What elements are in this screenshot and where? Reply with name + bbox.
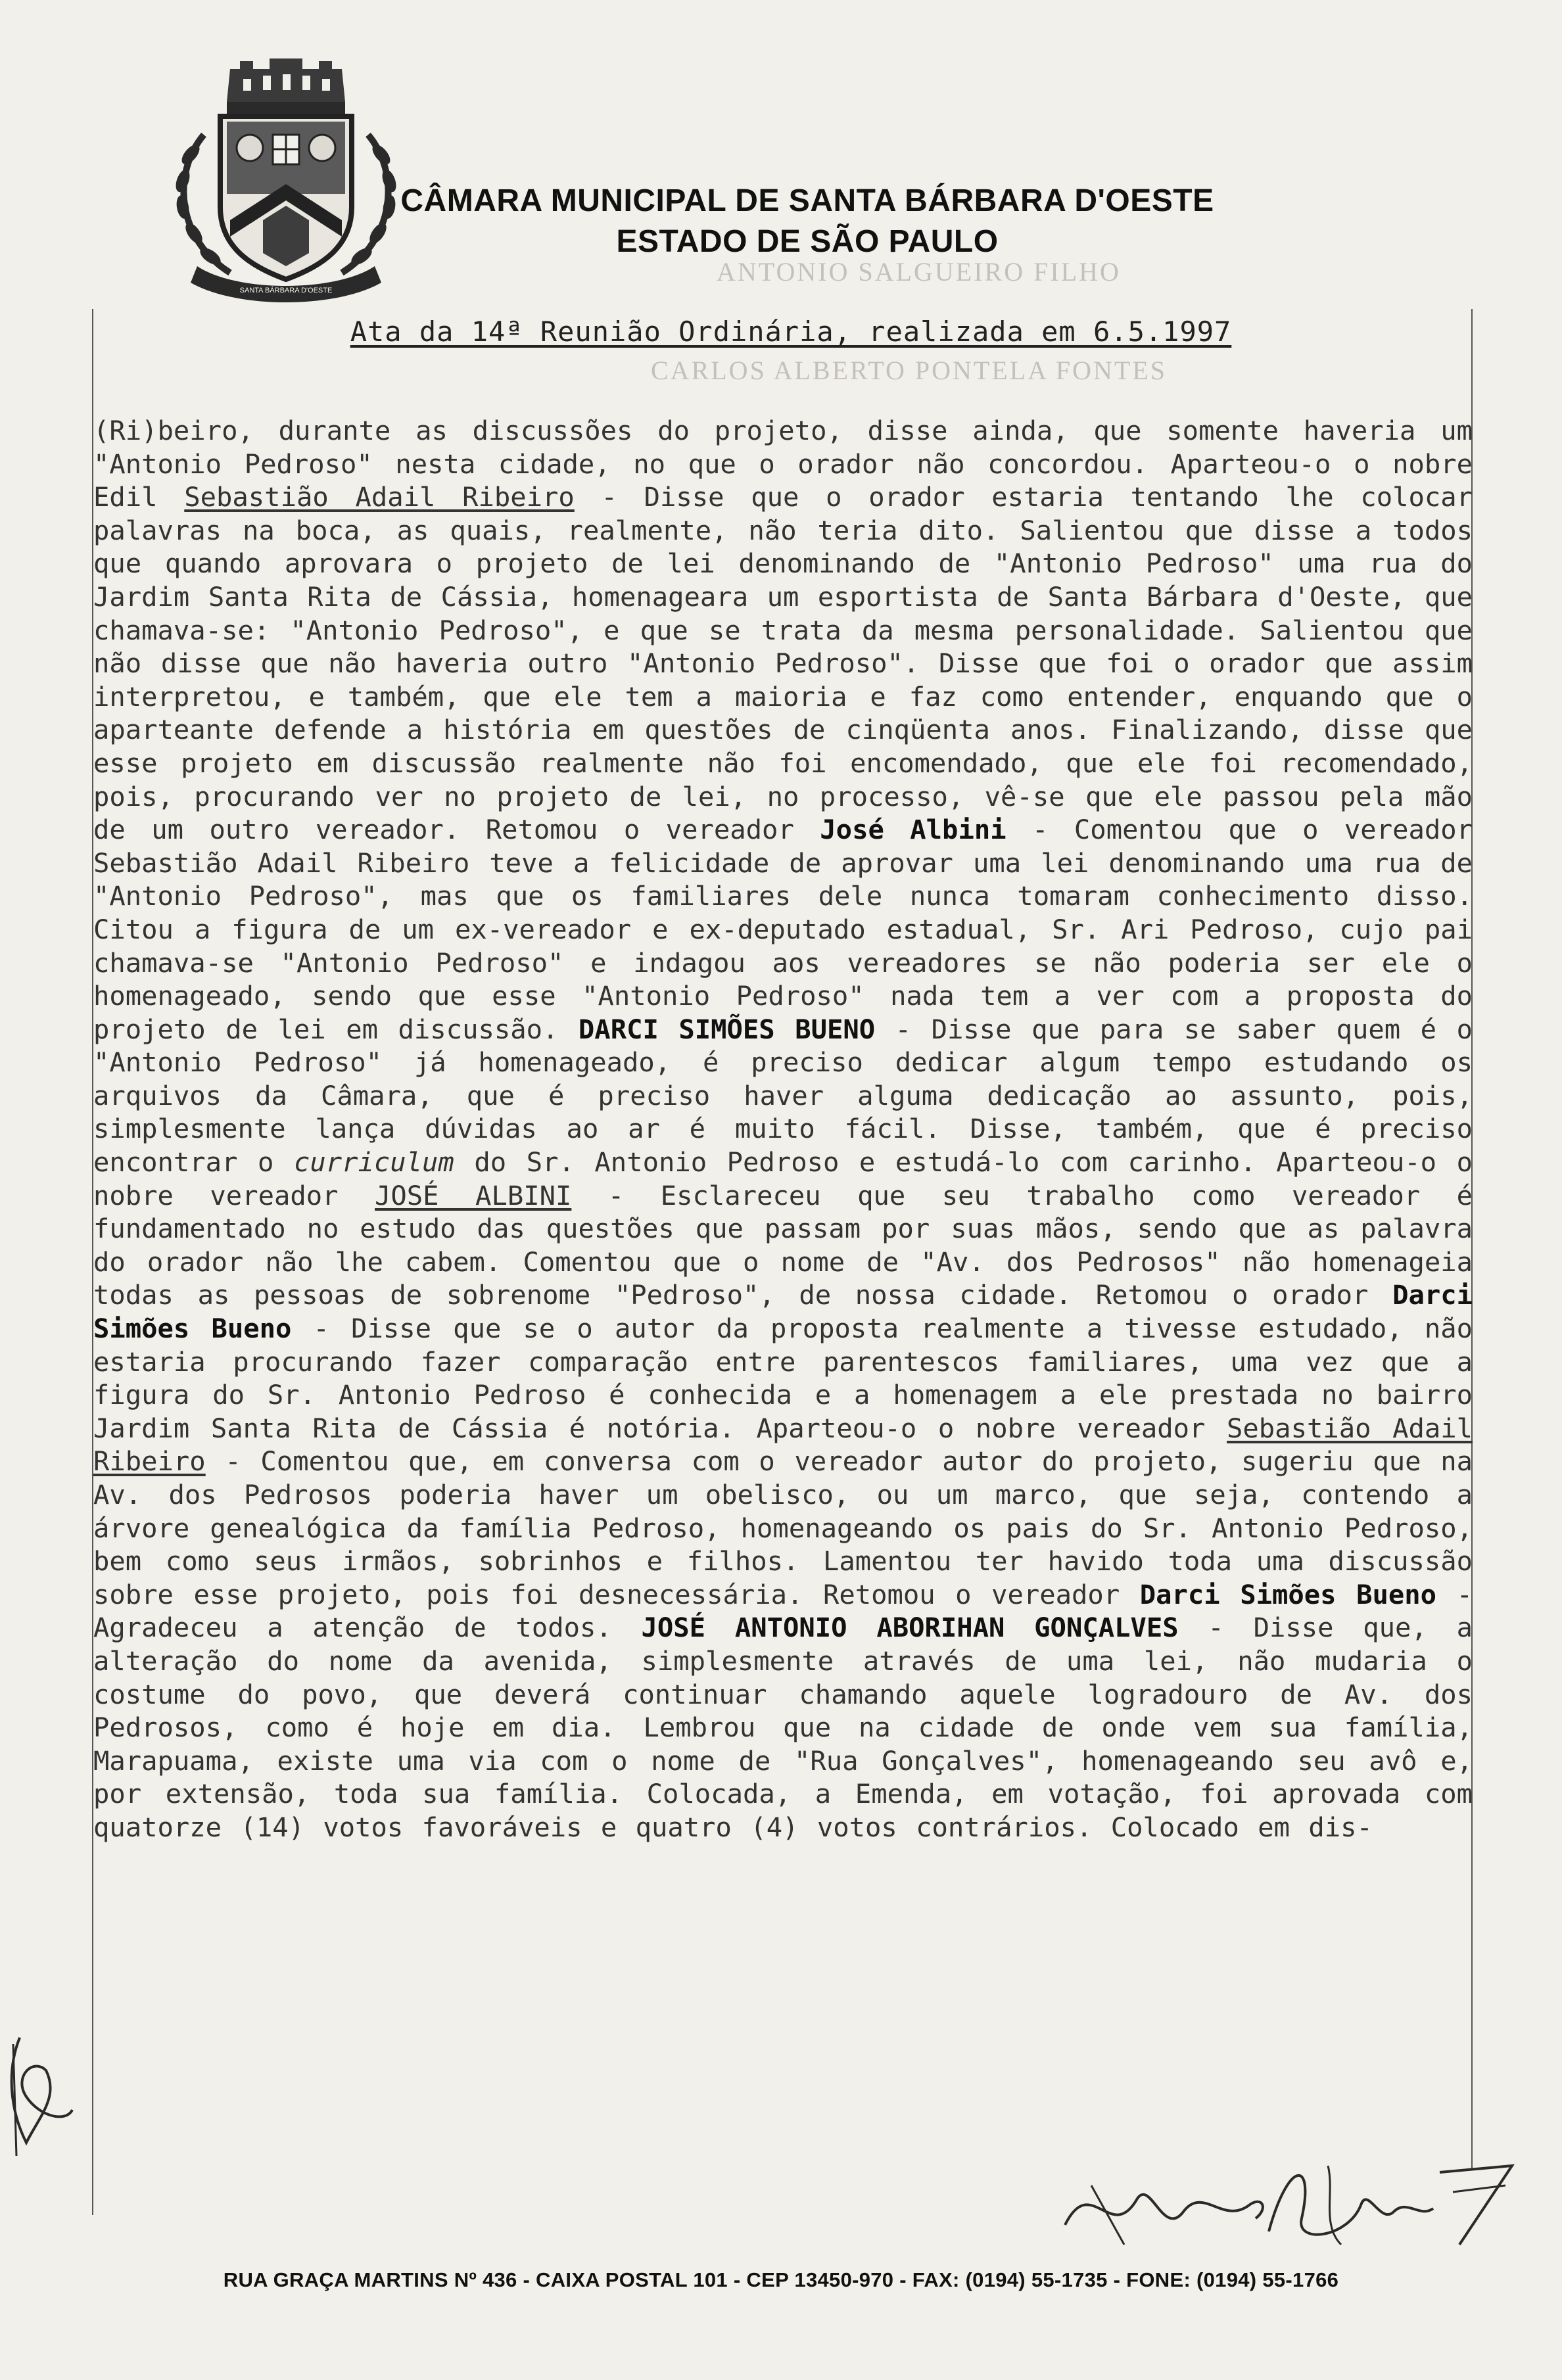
speaker-name: José Albini [820, 814, 1006, 846]
text-run: - Agradeceu a atenção de todos. [93, 1578, 1473, 1644]
speaker-name: JOSÉ ALBINI [375, 1179, 572, 1211]
speaker-name: DARCI SIMÕES BUENO [578, 1013, 876, 1045]
italic-term: curriculum [293, 1146, 454, 1178]
speaker-name: Sebastião Adail Ribeiro [93, 1412, 1473, 1478]
text-run: - Disse que para se saber quem é o "Antonio Pedroso" já homenageado, é preciso dedicar algum tempo estudando os arquivos da Câmara, que é preciso haver alguma dedicação ao assunto, pois, simplesmente lança dúvidas ao ar é muito fácil. Disse, também, que é preciso encontrar o [93, 1013, 1473, 1178]
chamber-name: CÂMARA MUNICIPAL DE SANTA BÁRBARA D'OESTE [400, 183, 1214, 218]
text-run: - Comentou que o vereador Sebastião Adail Ribeiro teve a felicidade de aprovar uma lei denominando uma rua de "Antonio Pedroso", mas que os familiares dele nunca tomaram conhecimento disso. Citou a figura de um ex-vereador e ex-deputado estadual, Sr. Ari Pedroso, cujo pai chamava-se "Antonio Pedroso" e indagou aos vereadores se não poderia ser ele o homenageado, sendo que esse "Antonio Pedroso" nada tem a ver com a proposta do projeto de lei em discussão. [93, 814, 1473, 1045]
state-name: ESTADO DE SÃO PAULO [616, 224, 999, 259]
text-run: - Disse que o orador estaria tentando lhe colocar palavras na boca, as quais, realmente, não teria dito. Salientou que disse a todos que quando aprovara o projeto de lei denominando de "Antonio Pedroso" uma rua do Jardim Santa Rita de Cássia, homenageara um esportista de Santa Bárbara d'Oeste, que chamava-se: "Antonio Pedroso", e que se trata da mesma personalidade. Salientou que não disse que não haveria outro "Antonio Pedroso". Disse que foi o orador que assim interpretou, e também, que ele tem a maioria e faz como entender, enquando que o aparteante defende a história em questões de cinqüenta anos. Finalizando, disse que esse projeto em discussão realmente não foi encomendado, que ele foi recomendado, pois, procurando ver no projeto de lei, no processo, vê-se que ele passou pela mão de um outro vereador. Retomou o vereador [93, 481, 1473, 846]
footer-address: RUA GRAÇA MARTINS Nº 436 - CAIXA POSTAL 101 - CEP 13450-970 - FAX: (0194) 55-1735 - FONE: (0194) 55-1766 [223, 2268, 1339, 2291]
speaker-name: Sebastião Adail Ribeiro [184, 481, 575, 513]
seal-ribbon-text: SANTA BÁRBARA D'OESTE [239, 287, 333, 294]
handwritten-initial-icon [0, 2031, 79, 2162]
text-run: - Esclareceu que seu trabalho como vereador é fundamentado no estudo das questões que passam por suas mãos, sendo que as palavra do orador não lhe cabem. Comentou que o nome de "Av. dos Pedrosos" não homenageia todas as pessoas de sobrenome "Pedroso", de nossa cidade. Retomou o orador [93, 1179, 1473, 1311]
speaker-name: Darci Simões Bueno [93, 1279, 1473, 1345]
watermark-line-1: ANTONIO SALGUEIRO FILHO [717, 257, 1121, 287]
text-run: do Sr. Antonio Pedroso e estudá-lo com carinho. Aparteou-o o nobre vereador [93, 1146, 1473, 1211]
speaker-name: JOSÉ ANTONIO ABORIHAN GONÇALVES [641, 1612, 1179, 1644]
text-run: (Ri)beiro, durante as discussões do projeto, disse ainda, que somente haveria um "Antonio Pedroso" nesta cidade, no que o orador não concordou. Aparteou-o o nobre Edil [93, 415, 1473, 513]
municipal-coat-of-arms-icon [158, 56, 414, 306]
minutes-title: Ata da 14ª Reunião Ordinária, realizada em 6.5.1997 [350, 315, 1232, 348]
minutes-paragraph [93, 414, 1473, 1844]
minutes-body [93, 414, 1473, 1844]
text-run: - Disse que se o autor da proposta realmente a tivesse estudado, não estaria procurando fazer comparação entre parentescos familiares, uma vez que a figura do Sr. Antonio Pedroso é conhecida e a homenagem a ele prestada no bairro Jardim Santa Rita de Cássia é notória. Aparteou-o o nobre vereador [93, 1313, 1473, 1444]
signatures-icon [1052, 2146, 1525, 2258]
watermark-line-2: CARLOS ALBERTO PONTELA FONTES [651, 356, 1168, 385]
text-run: - Disse que, a alteração do nome da avenida, simplesmente através de uma lei, não mudaria o costume do povo, que deverá continuar chamando aquele logradouro de Av. dos Pedrosos, como é hoje em dia. Lembrou que na cidade de onde vem sua família, Marapuama, existe uma via com o nome de "Rua Gonçalves", homenageando seu avô e, por extensão, toda sua família. Colocada, a Emenda, em votação, foi aprovada com quatorze (14) votos favoráveis e quatro (4) votos contrários. Colocado em dis- [93, 1612, 1473, 1843]
speaker-name: Darci Simões Bueno [1139, 1578, 1437, 1610]
text-run: - Comentou que, em conversa com o vereador autor do projeto, sugeriu que na Av. dos Pedrosos poderia haver um obelisco, ou um marco, que seja, contendo a árvore genealógica da família Pedroso, homenageando os pais do Sr. Antonio Pedroso, bem como seus irmãos, sobrinhos e filhos. Lamentou ter havido toda uma discussão sobre esse projeto, pois foi desnecessária. Retomou o vereador [93, 1445, 1473, 1610]
